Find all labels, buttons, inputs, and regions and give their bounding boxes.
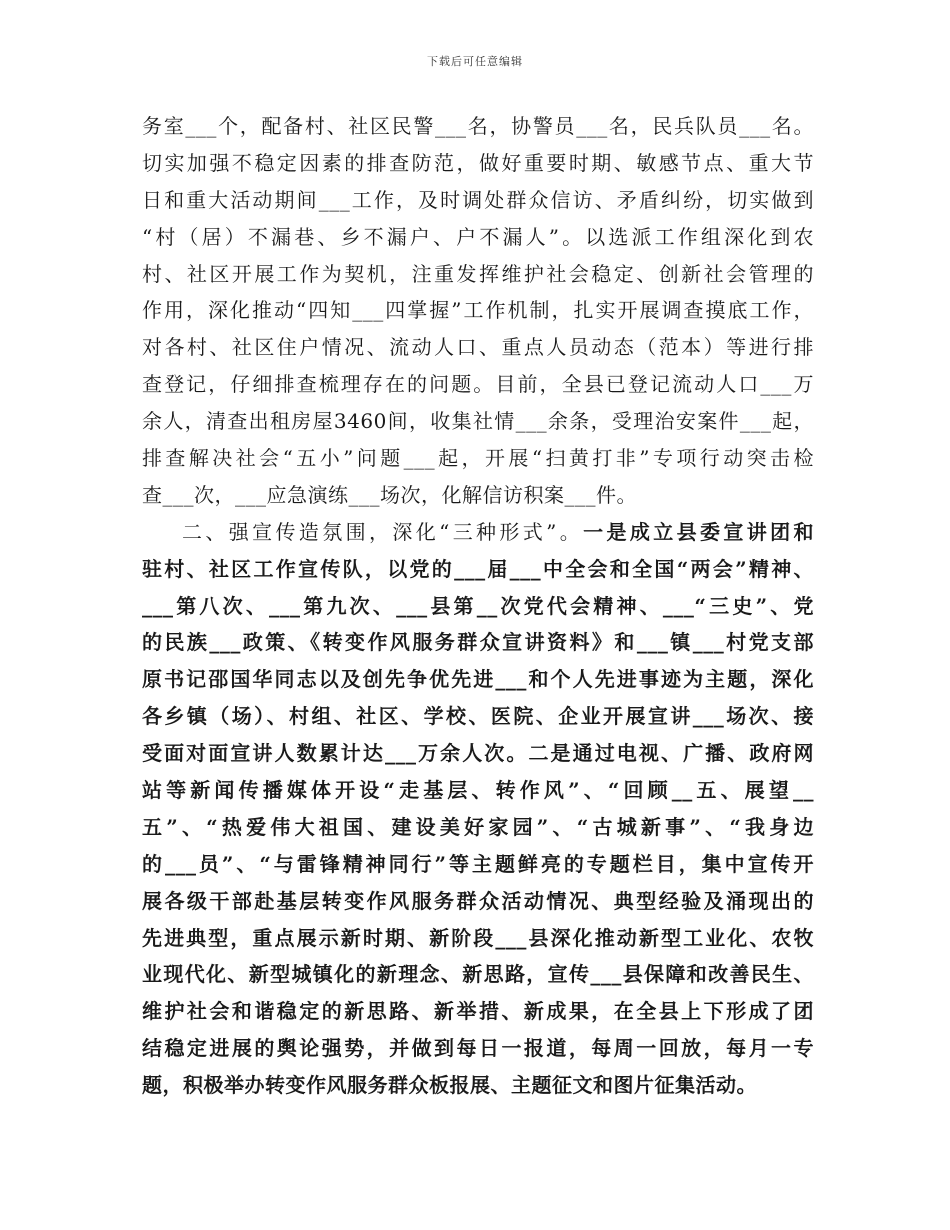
text-line: 业现代化、新型城镇化的新理念、新思路，宣传___县保障和改善民生、 [142,962,814,987]
text-line: 查___次，___应急演练___场次，化解信访积案___件。 [142,482,637,507]
text-line: 五”、“热爱伟大祖国、建设美好家园”、“古城新事”、“我身边 [142,814,814,839]
text-line: 对各村、社区住户情况、流动人口、重点人员动态（范本）等进行排 [142,335,814,360]
text-line: 各乡镇（场）、村组、社区、学校、医院、企业开展宣讲___场次、接 [142,704,814,729]
text-line: 排查解决社会“五小”问题___起，开展“扫黄打非”专项行动突击检 [142,446,814,471]
text-line: 先进典型，重点展示新时期、新阶段___县深化推动新型工业化、农牧 [142,925,814,950]
section-heading-line [142,514,814,551]
text-line: 务室___个，配备村、社区民警___名，协警员___名，民兵队员___名。 [142,114,814,138]
text-line: 的___员”、“与雷锋精神同行”等主题鲜亮的专题栏目，集中宣传开 [142,851,814,876]
text-line: 作用，深化推动“四知___四掌握”工作机制，扎实开展调查摸底工作， [142,298,814,323]
text-line: 结稳定进展的舆论强势，并做到每日一报道，每周一回放，每月一专 [142,1036,814,1061]
page-header: 下载后可任意编辑 [427,55,523,68]
text-line: 切实加强不稳定因素的排查防范，做好重要时期、敏感节点、重大节 [142,150,814,175]
section-heading: 二、强宣传造氛围，深化“三种形式”。 [182,519,584,544]
text-line: ___第八次、___第九次、___县第__次党代会精神、___“三史”、党 [142,593,814,618]
text-line: 维护社会和谐稳定的新思路、新举措、新成果，在全县上下形成了团 [142,999,814,1024]
text-line: 日和重大活动期间___工作，及时调处群众信访、矛盾纠纷，切实做到 [142,187,814,212]
text-line: 原书记邵国华同志以及创先争优先进___和个人先进事迹为主题，深化 [142,667,814,692]
document-body [142,108,814,1104]
text-line: “村（居）不漏巷、乡不漏户、户不漏人”。以选派工作组深化到农 [142,224,814,249]
text-line: 查登记，仔细排查梳理存在的问题。目前，全县已登记流动人口___万 [142,372,814,397]
text-line: 驻村、社区工作宣传队，以党的___届___中全会和全国“两会”精神、 [142,556,814,581]
text-line: 村、社区开展工作为契机，注重发挥维护社会稳定、创新社会管理的 [142,261,814,286]
text-line: 题，积极举办转变作风服务群众板报展、主题征文和图片征集活动。 [142,1073,757,1098]
bold-lead-text: 一是成立县委宣讲团和 [583,519,815,544]
text-line: 站等新闻传播媒体开设“走基层、转作风”、“回顾__五、展望__ [142,778,814,803]
text-line: 余人，清查出租房屋3460间，收集社情___余条，受理治安案件___起， [142,409,814,434]
text-line: 展各级干部赴基层转变作风服务群众活动情况、典型经验及涌现出的 [142,888,814,913]
text-line: 的民族___政策、《转变作风服务群众宣讲资料》和___镇___村党支部 [142,630,814,655]
text-line: 受面对面宣讲人数累计达___万余人次。二是通过电视、广播、政府网 [142,741,814,766]
